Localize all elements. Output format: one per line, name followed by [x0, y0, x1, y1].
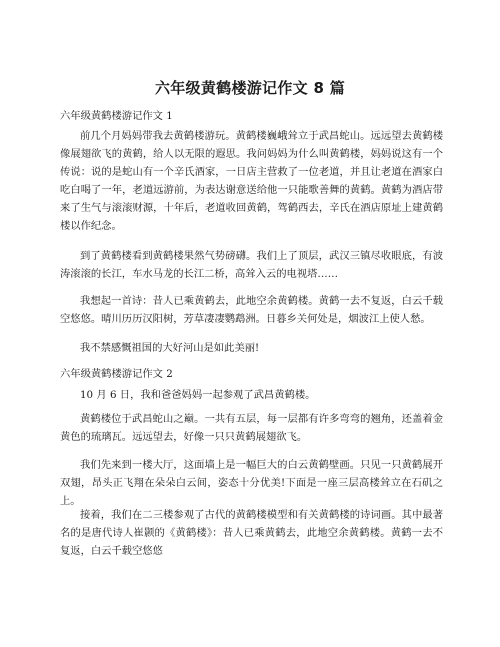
paragraph-2-3: 我们先来到一楼大厅，这面墙上是一幅巨大的白云黄鹤壁画。只见一只黄鹤展开双翅，昂头正飞翔在朵朵白云间，姿态十分优美!下面是一座三层高楼耸立在石矶之上。: [60, 459, 443, 507]
paragraph-1-3: 我想起一首诗：昔人已乘黄鹤去，此地空余黄鹤楼。黄鹤一去不复返，白云千载空悠悠。晴川历历汉阳树，芳草凄凄鹦鹉洲。日暮乡关何处是，烟波江上使人愁。: [60, 295, 443, 325]
section-heading-1: 六年级黄鹤楼游记作文 1: [60, 110, 173, 122]
paragraph-2-2: 黄鹤楼位于武昌蛇山之巅。一共有五层，每一层都有许多弯弯的翘角，还盖着金黄色的琉璃瓦。远远望去，好像一只只黄鹤展翅欲飞。: [60, 413, 443, 443]
paragraph-1-4: 我不禁感慨祖国的大好河山是如此美丽!: [80, 342, 260, 354]
paragraph-2-4: 接着，我们在二三楼参观了古代的黄鹤楼模型和有关黄鹤楼的诗词画。其中最著名的是唐代诗人崔颢的《黄鹤楼》：昔人已乘黄鹤去，此地空余黄鹤楼。黄鹤一去不复返，白云千载空悠悠: [60, 509, 443, 557]
document-title: 六年级黄鹤楼游记作文 8 篇: [154, 79, 346, 97]
paragraph-1-2: 到了黄鹤楼看到黄鹤楼果然气势磅礴。我们上了顶层，武汉三镇尽收眼底，有波涛滚滚的长江，车水马龙的长江二桥，高耸入云的电视塔……: [60, 250, 443, 280]
paragraph-1-1: 前几个月妈妈带我去黄鹤楼游玩。黄鹤楼巍峨耸立于武昌蛇山。远远望去黄鹤楼像展翅欲飞的黄鹤，给人以无限的遐思。我问妈妈为什么叫黄鹤楼，妈妈说这有一个传说：说的是蛇山有一个辛氏酒家，一日店主营救了一位老道，并且让老道在酒家白吃白喝了一年，老道远游前，为表达谢意送给他一只能歌善舞的黄鹤。黄鹤为酒店带来了生气与滚滚财源，十年后，老道收回黄鹤，驾鹤西去，辛氏在酒店原址上建黄鹤楼以作纪念。: [60, 130, 443, 232]
paragraph-2-1: 10 月 6 日，我和爸爸妈妈一起参观了武昌黄鹤楼。: [80, 389, 316, 401]
section-heading-2: 六年级黄鹤楼游记作文 2: [60, 368, 173, 380]
